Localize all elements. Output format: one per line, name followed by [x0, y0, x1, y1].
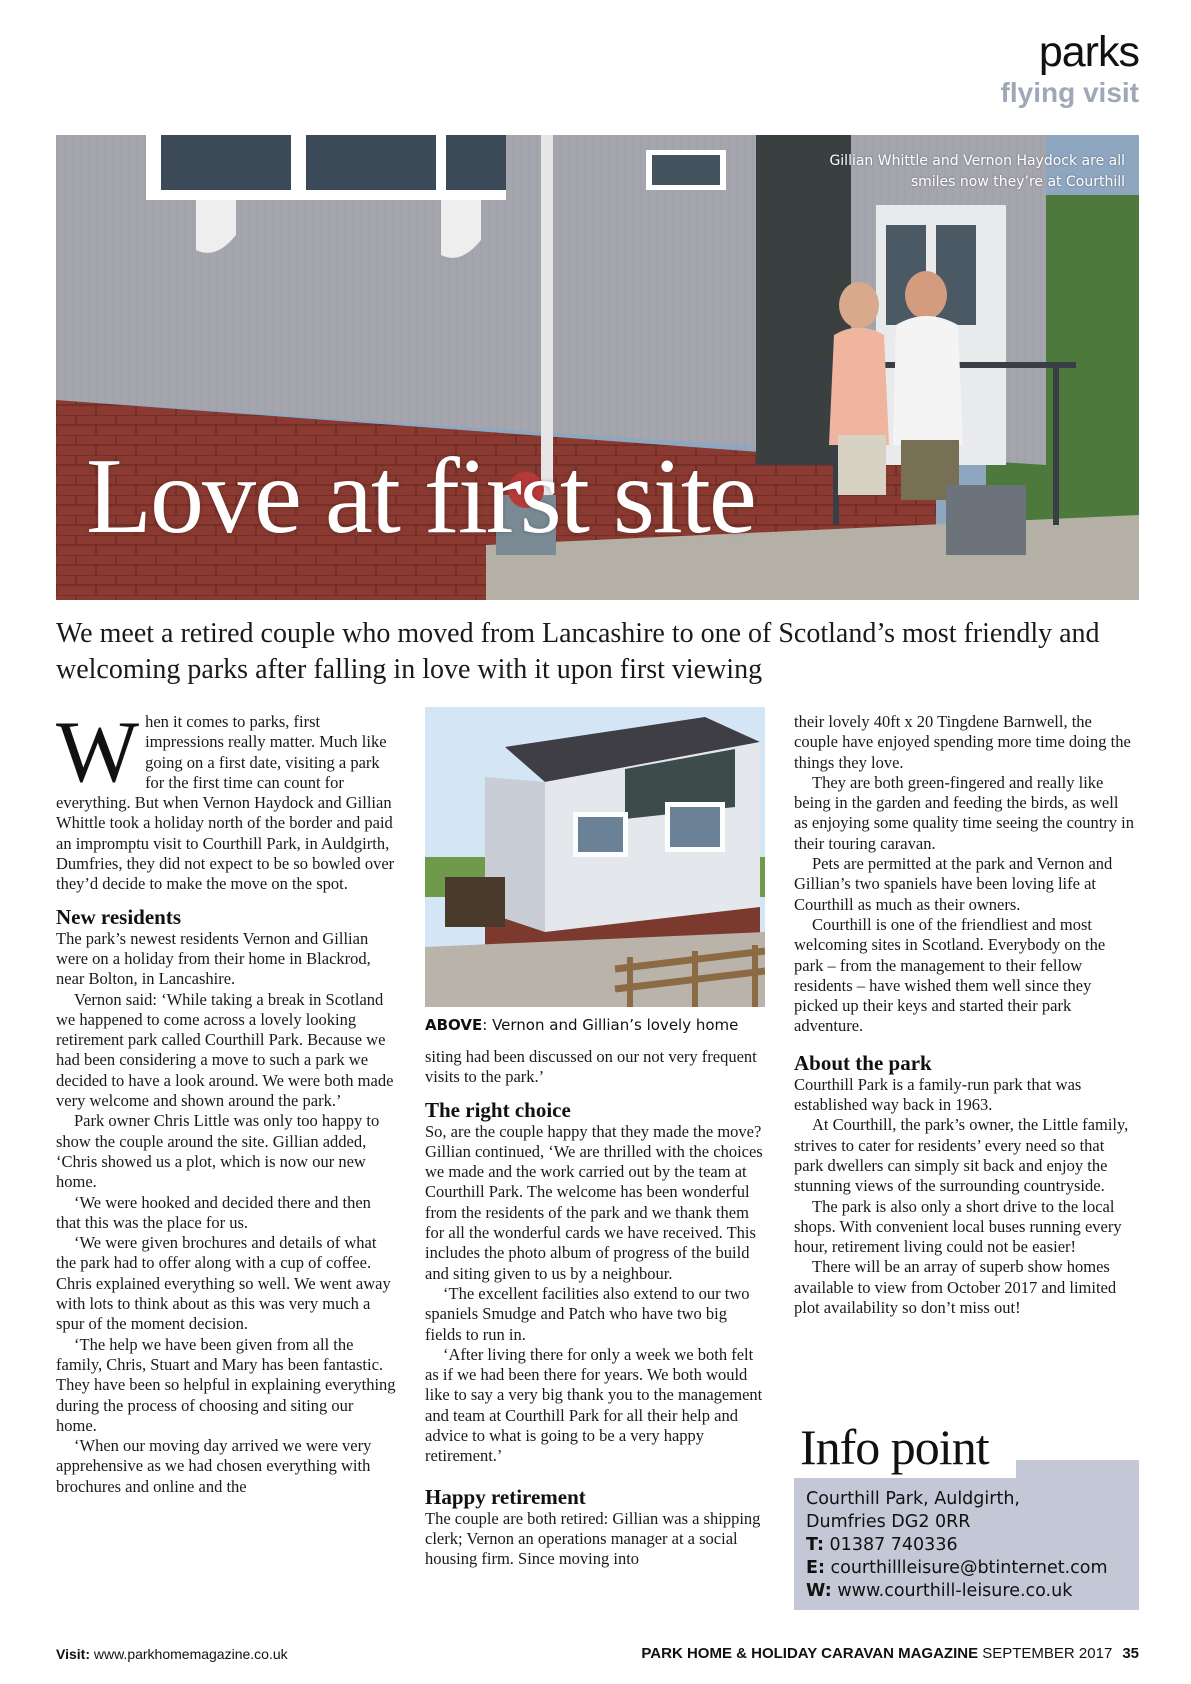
paragraph: their lovely 40ft x 20 Tingdene Barnwell, the couple have enjoyed spending more time doing the things they love. [794, 712, 1131, 772]
paragraph: ‘The help we have been given from all the family, Chris, Stuart and Mary has been fantastic. They have been so helpful in explaining everything during the process of choosing and siting our home. [56, 1334, 396, 1435]
website-link[interactable]: www.courthill-leisure.co.uk [831, 1581, 1073, 1601]
magazine-name: PARK HOME & HOLIDAY CARAVAN MAGAZINE [641, 1645, 979, 1662]
hero-photo [56, 135, 1139, 600]
paragraph: Courthill Park is a family-run park that was established way back in 1963. [794, 1074, 1082, 1115]
standfirst: We meet a retired couple who moved from Lancashire to one of Scotland’s most friendly and welcoming parks after falling in love with it upon first viewing [56, 618, 1100, 685]
info-address-line-2: Dumfries DG2 0RR [806, 1512, 971, 1532]
issue-date: SEPTEMBER 2017 [978, 1645, 1113, 1662]
paragraph: They are both green-fingered and really like being in the garden and feeding the birds, as well as enjoying some quality time seeing the country in their touring caravan. [794, 772, 1135, 853]
paragraph: ‘The excellent facilities also extend to our two spaniels Smudge and Patch who have two big fields to run in. [425, 1283, 750, 1344]
email-link[interactable]: courthillleisure@btinternet.com [824, 1558, 1108, 1578]
email-label: E: [806, 1558, 825, 1578]
caption-text: : Vernon and Gillian’s lovely home [482, 1016, 739, 1034]
paragraph: ‘After living there for only a week we both felt as if we had been there for years. We both would like to say a very big thank you to the management and team at Courthill Park for all their help and advice to what is going to be a very happy retirement.’ [425, 1344, 763, 1466]
paragraph: At Courthill, the park’s owner, the Little family, strives to cater for residents’ every need so that park dwellers can simply sit back and enjoy the stunning views of the surrounding countryside. [794, 1115, 1129, 1196]
website-label: W: [806, 1581, 832, 1601]
footer-masthead [641, 1645, 1139, 1662]
page-number: 35 [1122, 1645, 1139, 1662]
info-website [806, 1580, 1136, 1603]
info-point-details [806, 1488, 1136, 1603]
subhead-new-residents: New residents [56, 904, 182, 929]
intro-paragraph [56, 704, 396, 895]
visit-url[interactable]: www.parkhomemagazine.co.uk [89, 1646, 288, 1662]
headline: Love at first site [86, 437, 755, 556]
paragraph: The park’s newest residents Vernon and Gillian were on a holiday from their home in Blackrod, near Bolton, in Lancashire. [56, 928, 371, 989]
subhead-happy-retirement: Happy retirement [425, 1484, 586, 1509]
hero-caption: Gillian Whittle and Vernon Haydock are all smiles now they’re at Courthill [829, 153, 1125, 190]
info-point-title: Info point [800, 1419, 989, 1475]
paragraph: There will be an array of superb show homes available to view from October 2017 and limited plot availability so don’t miss out! [794, 1257, 1117, 1318]
info-telephone [806, 1534, 1136, 1557]
paragraph: ‘When our moving day arrived we were very apprehensive as we had chosen everything with brochures and online and the [56, 1436, 372, 1496]
visit-label: Visit: [56, 1646, 90, 1662]
paragraph: Pets are permitted at the park and Vernon and Gillian’s two spaniels have been loving life at Courthill as much as their owners. [794, 854, 1113, 914]
paragraph: The park is also only a short drive to the local shops. With convenient local buses running every hour, retirement living could not be easier! [794, 1196, 1122, 1257]
subhead-about-park: About the park [794, 1050, 932, 1075]
caption-label: ABOVE [425, 1016, 483, 1034]
paragraph: siting had been discussed on our not very frequent visits to the park.’ [425, 1047, 757, 1087]
section-label: parks [1038, 28, 1139, 76]
subsection-label: flying visit [1000, 77, 1139, 108]
telephone-value: 01387 740336 [823, 1535, 958, 1555]
dropcap: W [56, 704, 140, 801]
subhead-right-choice: The right choice [425, 1097, 571, 1122]
paragraph: ‘We were hooked and decided there and then that this was the place for us. [56, 1192, 371, 1232]
paragraph: Vernon said: ‘While taking a break in Scotland we happened to come across a lovely looking retirement park called Courthill Park. Because we had been considering a move to such a park we decided to have a look around. We were both made very welcome and shown around the park.’ [56, 989, 394, 1111]
paragraph: ‘We were given brochures and details of what the park had to offer along with a cup of coffee. Chris explained everything so well. We went away with lots to think about as this was very much a spur of the moment decision. [56, 1233, 391, 1334]
article-column-3 [794, 712, 1134, 1318]
paragraph: So, are the couple happy that they made the move? Gillian continued, ‘We are thrilled with the choices we made and the work carried out by the team at Courthill Park. The welcome has been wonderful from the residents of the park and we thank them for all the wonderful cards we have received. This includes the photo album of progress of the build and siting given to us by a neighbour. [425, 1121, 763, 1283]
article-column-2 [425, 1047, 765, 1570]
home-photo [425, 707, 765, 1007]
paragraph: Park owner Chris Little was only too happy to show the couple around the site. Gillian added, ‘Chris showed us a plot, which is now our new home. [56, 1111, 380, 1192]
paragraph: Courthill is one of the friendliest and most welcoming sites in Scotland. Everybody on the park – from the management to their fellow residents – have wished them well since they picked up their keys and started their park adventure. [794, 914, 1106, 1036]
home-photo-caption [425, 1016, 765, 1034]
paragraph: The couple are both retired: Gillian was a shipping clerk; Vernon an operations manager at a social housing firm. Since moving into [425, 1508, 761, 1569]
telephone-label: T: [806, 1535, 824, 1555]
intro-text: hen it comes to parks, first impressions really matter. Much like going on a first date, visiting a park for the first time can count for everything. But when Vernon Haydock and Gillian Whittle took a holiday north of the border and paid an impromptu visit to Courthill Park, in Auldgirth, Dumfries, they did not expect to be so bowled over they’d decide to make the move on the spot. [56, 712, 395, 894]
info-address-line-1: Courthill Park, Auldgirth, [806, 1489, 1020, 1509]
footer-visit [56, 1646, 288, 1662]
home-photo-illustration [425, 707, 765, 1007]
info-email [806, 1557, 1136, 1580]
article-column-1 [56, 704, 396, 1497]
